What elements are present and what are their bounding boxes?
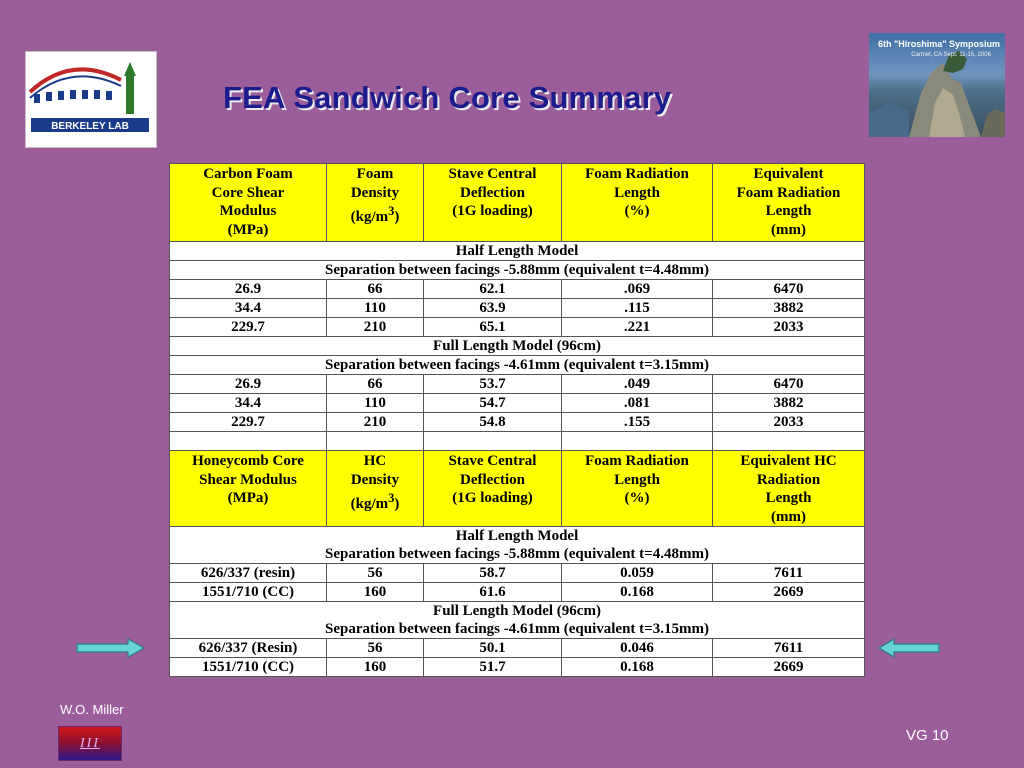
header-line: Density [350,471,400,488]
spacer-row [170,432,865,451]
separation-note: Separation between facings -4.61mm (equivalent t=3.15mm) [170,356,865,375]
header-cell-radiation-length [562,164,713,242]
table-row [170,658,865,677]
header-line: (mm) [771,508,806,525]
header-line: (MPa) [227,221,269,238]
section-label: Full Length Model (96cm) [170,337,865,356]
separation-note: Separation between facings -5.88mm (equivalent t=4.48mm) [170,545,865,564]
table-cell: 0.046 [562,639,713,658]
table-cell: 58.7 [424,564,562,583]
table-cell: 26.9 [170,375,327,394]
table-cell: 61.6 [424,583,562,602]
header-line: Density [350,184,400,201]
header-line: Modulus [219,203,277,219]
header-cell-equivalent-length [713,451,865,527]
header-cell-density [327,451,424,527]
table-row [170,375,865,394]
separation-note: Separation between facings -5.88mm (equivalent t=4.48mm) [170,261,865,280]
table-row [170,394,865,413]
table-cell: 54.7 [424,394,562,413]
header-line: Honeycomb Core [192,453,304,469]
table-cell: 626/337 (resin) [170,564,327,583]
header-cell-radiation-length [562,451,713,527]
table-cell: 229.7 [170,318,327,337]
table-row [170,583,865,602]
header-line: Equivalent HC [740,453,837,469]
table-cell: .115 [562,299,713,318]
honeycomb-header-row [170,451,865,527]
table-cell: .069 [562,280,713,299]
header-line: Carbon Foam [203,166,293,182]
table-cell: 160 [327,658,424,677]
header-cell-deflection [424,164,562,242]
symposium-logo [869,33,1005,137]
table-cell: .049 [562,375,713,394]
section-label: Full Length Model (96cm) [170,602,865,621]
table-cell: .221 [562,318,713,337]
table-cell: 7611 [713,564,865,583]
separation-note: Separation between facings -4.61mm (equivalent t=3.15mm) [170,620,865,639]
carbon-foam-header-row [170,164,865,242]
slide-number: VG 10 [906,727,949,744]
table-cell: 1551/710 (CC) [170,658,327,677]
header-line: Core Shear [211,184,285,201]
header-line: Stave Central [448,453,537,469]
table-cell: 6470 [713,280,865,299]
header-line-units: $(kg/m^3)$ [350,491,400,512]
empty-cell [424,432,562,451]
header-cell-equivalent-length [713,164,865,242]
right-arrow-icon [76,637,146,659]
author-name: W.O. Miller [60,702,124,717]
header-line: Radiation [756,471,821,488]
table-cell: 229.7 [170,413,327,432]
table-cell: 56 [327,564,424,583]
left-arrow-icon [878,637,940,659]
empty-cell [562,432,713,451]
header-line: Deflection [460,184,525,201]
symposium-title: 6th "Hiroshima" Symposium [877,39,1001,49]
table-cell: 2669 [713,583,865,602]
header-cell-shear-modulus [170,164,327,242]
table-row [170,413,865,432]
header-cell-deflection [424,451,562,527]
table-cell: 7611 [713,639,865,658]
table-cell: 50.1 [424,639,562,658]
table-cell: 51.7 [424,658,562,677]
header-line: Shear Modulus [199,471,297,488]
header-line: (%) [624,203,650,219]
table-cell: 2669 [713,658,865,677]
table-row [170,280,865,299]
table-cell: 3882 [713,394,865,413]
empty-cell [170,432,327,451]
symposium-subtitle: Carmel, CA Sept. 11-15, 2006 [911,52,991,58]
header-line: Foam Radiation [585,166,689,182]
header-line: Length [765,203,812,219]
empty-cell [713,432,865,451]
table-cell: 34.4 [170,394,327,413]
table-cell: 110 [327,299,424,318]
table-cell: 26.9 [170,280,327,299]
table-cell: 2033 [713,413,865,432]
table-row [170,639,865,658]
table-cell: 66 [327,280,424,299]
header-line: (%) [624,490,650,506]
table-cell: 0.168 [562,583,713,602]
header-line: Stave Central [448,166,537,182]
header-line: Deflection [460,471,525,488]
header-line: Length [614,184,660,201]
table-cell: 54.8 [424,413,562,432]
table-cell: 53.7 [424,375,562,394]
table-cell: 110 [327,394,424,413]
table-cell: 160 [327,583,424,602]
table-row [170,299,865,318]
table-cell: 2033 [713,318,865,337]
table-cell: 210 [327,318,424,337]
table-cell: 0.168 [562,658,713,677]
table-cell: 3882 [713,299,865,318]
berkeley-lab-logo [25,51,157,148]
header-line: (1G loading) [452,490,533,506]
table-cell: 66 [327,375,424,394]
table-cell: 63.9 [424,299,562,318]
header-cell-density [327,164,424,242]
header-line: Foam [356,166,394,182]
table-cell: 1551/710 (CC) [170,583,327,602]
berkeley-lab-logo-graphic [26,52,156,147]
table-row [170,564,865,583]
header-line: (MPa) [227,490,269,506]
empty-cell [327,432,424,451]
table-cell: 56 [327,639,424,658]
table-cell: 65.1 [424,318,562,337]
table-cell: .155 [562,413,713,432]
table-cell: 0.059 [562,564,713,583]
header-line: (1G loading) [452,203,533,219]
section-label: Half Length Model [170,527,865,546]
berkeley-lab-wordmark: BERKELEY LAB [51,121,129,132]
header-line: Foam Radiation [736,184,841,201]
table-cell: 34.4 [170,299,327,318]
header-line-units: $(kg/m^3)$ [350,204,400,225]
header-cell-shear-modulus [170,451,327,527]
slide-title: FEA Sandwich Core Summary [223,80,672,115]
footer-badge: III [58,726,122,761]
table-cell: 210 [327,413,424,432]
table-row [170,318,865,337]
header-line: Length [614,471,660,488]
fea-summary-table [169,163,865,677]
header-line: Length [765,490,812,506]
header-line: Equivalent [753,166,824,182]
header-line: HC [363,453,387,469]
header-line: Foam Radiation [585,453,689,469]
table-cell: 626/337 (Resin) [170,639,327,658]
header-line: (mm) [771,221,806,238]
table-cell: 62.1 [424,280,562,299]
section-label: Half Length Model [170,242,865,261]
table-cell: .081 [562,394,713,413]
table-cell: 6470 [713,375,865,394]
